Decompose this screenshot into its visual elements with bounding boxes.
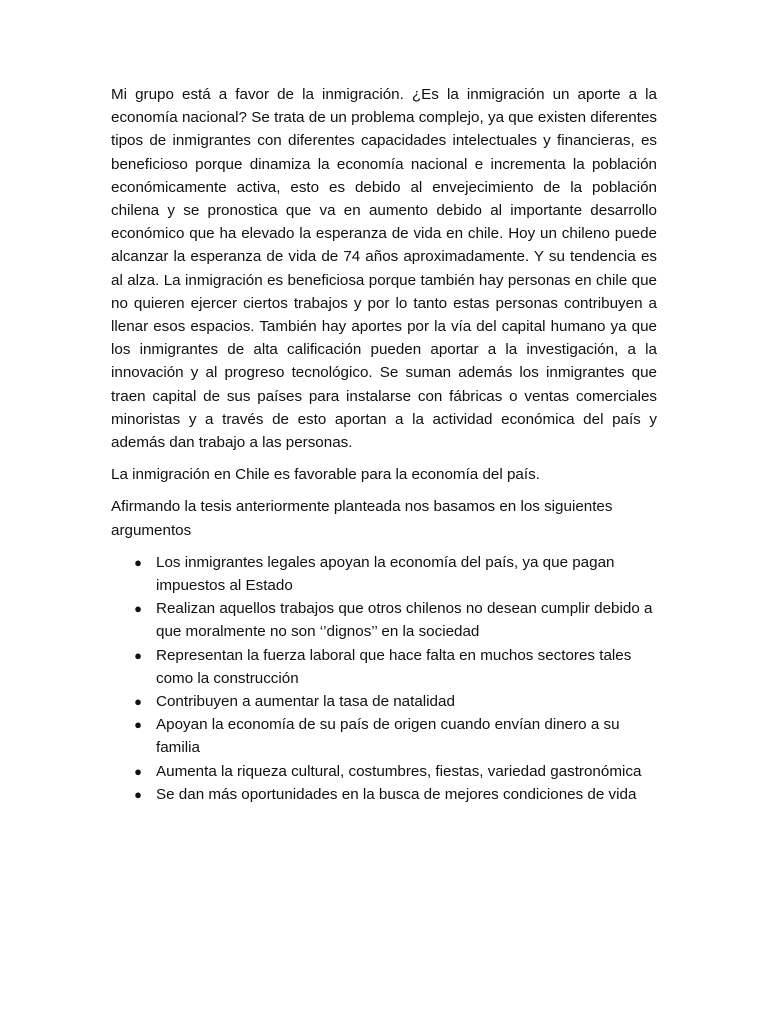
bullet-icon: ● (134, 694, 142, 710)
list-item-text: Aumenta la riqueza cultural, costumbres, fiestas, variedad gastronómica (156, 762, 642, 780)
list-item (111, 713, 657, 759)
bullet-icon: ● (134, 717, 142, 733)
list-item-text: Se dan más oportunidades en la busca de mejores condiciones de vida (156, 785, 637, 803)
list-item-text: Apoyan la economía de su país de origen cuando envían dinero a su familia (156, 716, 620, 757)
list-item-text: Contribuyen a aumentar la tasa de natalidad (156, 693, 455, 711)
list-item-text: Realizan aquellos trabajos que otros chilenos no desean cumplir debido a que moralmente no son ‘’dignos’’ en la sociedad (156, 600, 653, 641)
list-item (111, 597, 657, 643)
list-item (111, 690, 657, 713)
intro-paragraph: Mi grupo está a favor de la inmigración. ¿Es la inmigración un aporte a la economía nacional? Se trata de un problema complejo, ya que existen diferentes tipos de inmigrantes con diferentes capacidades intelectuales y financieras, es beneficioso porque dinamiza la economía nacional e incrementa la población económicamente activa, esto es debido al envejecimiento de la población chilena y se pronostica que va en aumento debido al importante desarrollo económico que ha elevado la esperanza de vida en chile. Hoy un chileno puede alcanzar la esperanza de vida de 74 años aproximadamente. Y su tendencia es al alza. La inmigración es beneficiosa porque también hay personas en chile que no quieren ejercer ciertos trabajos y por lo tanto estas personas contribuyen a llenar esos espacios. También hay aportes por la vía del capital humano ya que los inmigrantes de alta calificación pueden aportar a la investigación, a la innovación y al progreso tecnológico. Se suman además los inmigrantes que traen capital de sus países para instalarse con fábricas o ventas comerciales minoristas y a través de esto aportan a la actividad económica del país y además dan trabajo a las personas. (111, 86, 657, 452)
list-item (111, 644, 657, 690)
bullet-icon: ● (134, 763, 142, 779)
bullet-icon: ● (134, 554, 142, 570)
thesis-paragraph: La inmigración en Chile es favorable para la economía del país. (111, 466, 540, 484)
arguments-intro-paragraph: Afirmando la tesis anteriormente planteada nos basamos en los siguientes argumentos (111, 498, 613, 539)
arguments-list (111, 551, 657, 806)
list-item-text: Los inmigrantes legales apoyan la economía del país, ya que pagan impuestos al Estado (156, 553, 615, 595)
bullet-icon: ● (134, 601, 142, 617)
list-item (111, 760, 657, 783)
bullet-icon: ● (134, 786, 142, 802)
list-item-text: Representan la fuerza laboral que hace falta en muchos sectores tales como la construcción (156, 646, 632, 687)
list-item (111, 783, 657, 806)
list-item (111, 551, 657, 597)
bullet-icon: ● (134, 647, 142, 663)
document-page (111, 83, 657, 806)
